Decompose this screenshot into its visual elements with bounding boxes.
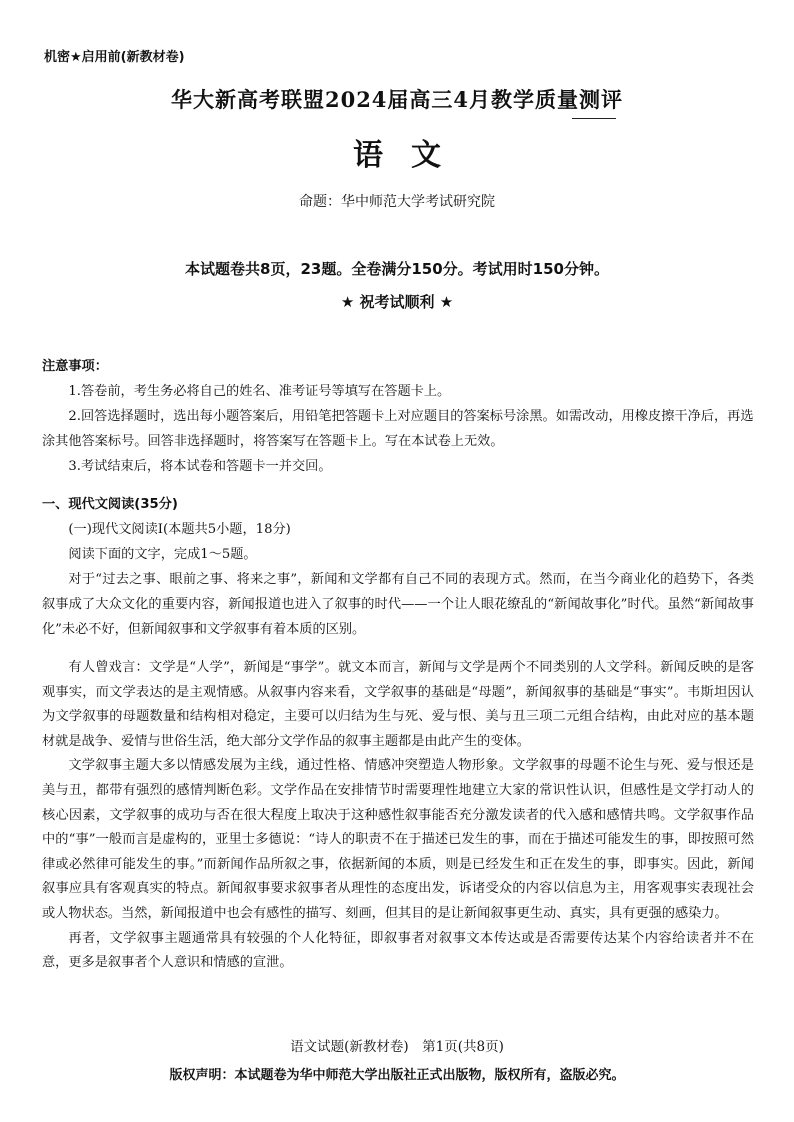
reading-instruction: 阅读下面的文字，完成1～5题。 bbox=[68, 547, 257, 562]
good-luck-line: ★ 祝考试顺利 ★ bbox=[340, 293, 454, 311]
author-line: 命题：华中师范大学考试研究院 bbox=[299, 194, 495, 210]
subject-title: 语文 bbox=[353, 138, 469, 173]
section-one bbox=[42, 492, 754, 642]
sub-heading: (一)现代文阅读Ⅰ(本题共5小题，18分) bbox=[68, 522, 291, 537]
passage-paragraph: 有人曾戏言：文学是“人学”，新闻是“事学”。就文本而言，新闻与文学是两个不同类别的人文学科。新闻反映的是客观事实，而文学表达的是主观情感。从叙事内容来看，文学叙事的基础是“母题”，新闻叙事的基础是“事实”。韦斯坦因认为文学叙事的母题数量和结构相对稳定，主要可以归结为生与死、爱与恨、美与丑三项二元组合结构，由此对应的基本题材就是战争、爱情与世俗生活，绝大部分文学作品的叙事主题都是由此产生的变体。 bbox=[42, 660, 754, 749]
notice-block bbox=[42, 354, 754, 479]
notice-heading: 注意事项： bbox=[42, 359, 108, 374]
copyright-notice: 版权声明：本试题卷为华中师范大学出版社正式出版物，版权所有，盗版必究。 bbox=[169, 1068, 625, 1083]
section-heading: 一、现代文阅读(35分) bbox=[42, 497, 178, 512]
exam-info: 本试题卷共8页，23题。全卷满分150分。考试用时150分钟。 bbox=[185, 260, 609, 278]
confidential-label: 机密★启用前(新教材卷) bbox=[44, 50, 185, 65]
exam-title: 华大新高考联盟2024届高三4月教学质量测评 bbox=[170, 87, 624, 112]
passage-paragraph: 文学叙事主题大多以情感发展为主线，通过性格、情感冲突塑造人物形象。文学叙事的母题不论生与死、爱与恨还是美与丑，都带有强烈的感情判断色彩。文学作品在安排情节时需要理性地建立大家的常识性认识，但感性是文学打动人的核心因素，文学叙事的成功与否在很大程度上取决于这种感性叙事能否充分激发读者的代入感和感情共鸣。文学叙事作品中的“事”一般而言是虚构的，亚里士多德说：“诗人的职责不在于描述已发生的事，而在于描述可能发生的事，即按照可然律或必然律可能发生的事。”而新闻作品所叙之事，依据新闻的本质，则是已经发生和正在发生的事，即事实。因此，新闻叙事应具有客观真实的特点。新闻叙事要求叙事者从理性的态度出发，诉诸受众的内容以信息为主，用客观事实表现社会或人物状态。当然，新闻报道中也会有感性的描写、刻画，但其目的是让新闻叙事更生动、真实，具有更强的感染力。 bbox=[42, 758, 754, 921]
page-footer: 语文试题(新教材卷) 第1页(共8页) bbox=[290, 1039, 504, 1055]
notice-item: 1.答卷前，考生务必将自己的姓名、准考证号等填写在答题卡上。 bbox=[68, 384, 451, 399]
passage-body bbox=[42, 656, 754, 976]
notice-item: 2.回答选择题时，选出每小题答案后，用铅笔把答题卡上对应题目的答案标号涂黑。如需改动，用橡皮擦干净后，再选涂其他答案标号。回答非选择题时，将答案写在答题卡上。写在本试卷上无效。 bbox=[42, 409, 754, 449]
intro-paragraph: 对于“过去之事、眼前之事、将来之事”，新闻和文学都有自己不同的表现方式。然而，在当今商业化的趋势下，各类叙事成了大众文化的重要内容，新闻报道也进入了叙事的时代——一个让人眼花缭乱的“新闻故事化”时代。虽然“新闻故事化”未必不好，但新闻叙事和文学叙事有着本质的区别。 bbox=[42, 572, 754, 637]
notice-item: 3.考试结束后，将本试卷和答题卡一并交回。 bbox=[68, 459, 332, 474]
passage-paragraph: 再者，文学叙事主题通常具有较强的个人化特征，即叙事者对叙事文本传达或是否需要传达某个内容给读者并不在意，更多是叙事者个人意识和情感的宣泄。 bbox=[42, 930, 754, 971]
title-underline bbox=[572, 118, 616, 119]
